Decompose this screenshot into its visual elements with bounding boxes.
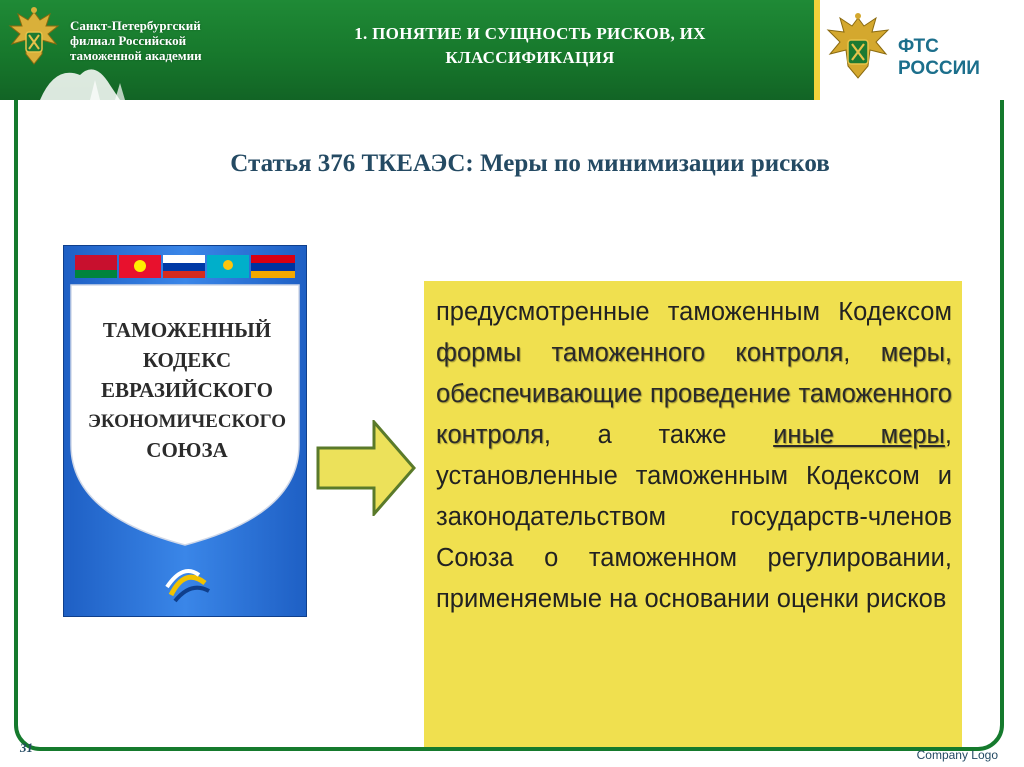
- definition-plain-text: ,: [843, 339, 881, 367]
- book-title-line: ЕВРАЗИЙСКОГО: [101, 378, 273, 402]
- header-bar: [0, 0, 1024, 100]
- definition-text: [436, 292, 952, 620]
- customs-code-book-cover: [63, 245, 307, 617]
- definition-plain-text: , а также: [543, 421, 774, 449]
- member-state-flags: [75, 255, 295, 278]
- highlight-control-measures: меры, обеспечивающие проведение таможенного контроля: [436, 339, 952, 449]
- article-title: Статья 376 ТКЕАЭС: Меры по минимизации рисков: [230, 150, 830, 177]
- highlight-other-measures: иные меры: [773, 421, 945, 449]
- academy-line: Санкт-Петербургский: [70, 18, 201, 33]
- book-title-line: СОЮЗА: [146, 438, 228, 462]
- book-title-line: ЭКОНОМИЧЕСКОГО: [87, 411, 287, 432]
- highlight-forms-of-control: формы таможенного контроля: [436, 339, 844, 367]
- section-title-line: 1. ПОНЯТИЕ И СУЩНОСТЬ РИСКОВ, ИХ: [354, 24, 706, 43]
- fts-logo-text: [898, 36, 1016, 80]
- academy-building-decoration: [0, 55, 250, 100]
- definition-box: [424, 281, 962, 747]
- company-logo: Company Logo: [916, 748, 998, 762]
- fts-logo-panel: [814, 0, 1024, 100]
- arrow-right-icon: [316, 420, 416, 516]
- academy-line: филиал Российской: [70, 33, 187, 48]
- book-title-line: КОДЕКС: [142, 348, 232, 372]
- academy-line: таможенной академии: [70, 48, 202, 63]
- fts-emblem-icon: [822, 12, 894, 90]
- section-title-line: КЛАССИФИКАЦИЯ: [445, 48, 615, 67]
- definition-plain-text: предусмотренные таможенным Кодексом: [436, 298, 952, 326]
- fts-line: РОССИИ: [898, 58, 980, 79]
- section-title: [270, 22, 790, 70]
- fts-line: ФТС: [898, 36, 939, 57]
- book-title-line: ТАМОЖЕННЫЙ: [102, 318, 272, 342]
- page-number: 31: [20, 740, 33, 755]
- definition-plain-text: , установленные таможенным Кодексом и законодательством государств-членов Союза о таможенном регулировании, применяемые на основании оценки рисков: [436, 421, 952, 613]
